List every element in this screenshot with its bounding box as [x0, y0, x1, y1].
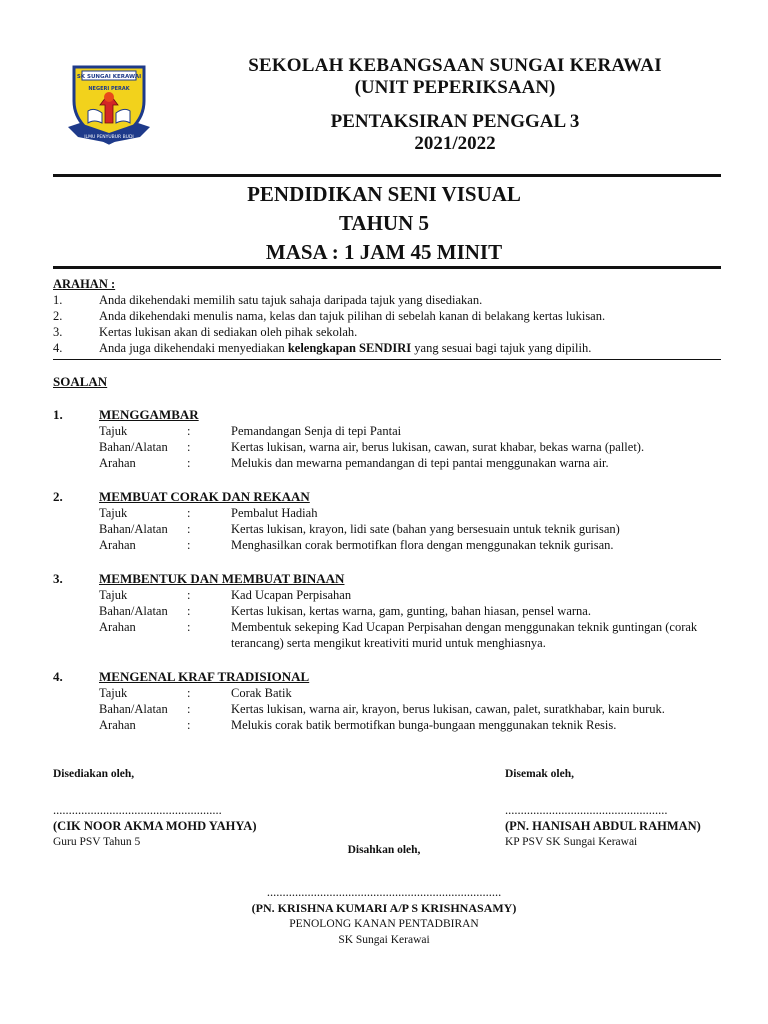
instruction-label: Arahan — [99, 718, 136, 732]
question-instruction-row — [53, 717, 721, 733]
topic-label: Tajuk — [99, 424, 128, 438]
question-topic-row — [53, 685, 721, 701]
crest-top-text: SK SUNGAI KERAWAI — [76, 74, 142, 80]
instruction-value: Melukis corak batik bermotifkan bunga-bungaan menggunakan teknik Resis. — [231, 718, 617, 732]
question-title: MEMBUAT CORAK DAN REKAAN — [99, 489, 310, 504]
crest-ribbon-text: ILMU PENYUBUR BUDI — [84, 135, 134, 140]
colon: : — [187, 686, 191, 700]
approved-by-signature-line: ........................................................................... — [266, 885, 502, 899]
instruction-label: Arahan — [99, 538, 136, 552]
topic-label: Tajuk — [99, 506, 128, 520]
question-number: 1. — [53, 407, 63, 422]
question-topic-row — [53, 423, 721, 439]
instruction-value: Membentuk sekeping Kad Ucapan Perpisahan dengan menggunakan teknik guntingan (corak terancang) serta mengikut kreativiti murid untuk menghiasnya. — [231, 620, 698, 650]
colon: : — [187, 604, 191, 618]
colon: : — [187, 522, 191, 536]
question-1 — [53, 406, 721, 471]
exam-year: 2021/2022 — [414, 133, 496, 154]
materials-value: Kertas lukisan, kertas warna, gam, gunting, bahan hiasan, pensel warna. — [231, 604, 591, 618]
exam-duration: MASA : 1 JAM 45 MINIT — [265, 240, 503, 264]
questions-heading: SOALAN — [53, 374, 108, 389]
question-materials-row — [53, 439, 721, 455]
instruction-label: Arahan — [99, 456, 136, 470]
question-topic-row — [53, 587, 721, 603]
instruction-text-end: yang sesuai bagi tajuk yang dipilih. — [411, 341, 592, 355]
topic-value: Pemandangan Senja di tepi Pantai — [231, 424, 402, 438]
instructions-section — [53, 276, 721, 356]
prepared-by-name: (CIK NOOR AKMA MOHD YAHYA) — [53, 819, 257, 833]
question-title: MENGGAMBAR — [99, 407, 199, 422]
question-instruction-row — [53, 455, 721, 471]
instruction-number: 2. — [53, 309, 63, 323]
question-topic-row — [53, 505, 721, 521]
question-instruction-row — [53, 619, 721, 651]
instruction-number: 1. — [53, 293, 63, 307]
question-instruction-row — [53, 537, 721, 553]
school-title-block — [170, 55, 740, 155]
materials-value: Kertas lukisan, warna air, berus lukisan, cawan, surat khabar, bekas warna (pallet). — [231, 440, 645, 454]
instruction-number: 4. — [53, 341, 63, 355]
question-materials-row — [53, 701, 721, 717]
instruction-value: Menghasilkan corak bermotifkan flora dengan menggunakan teknik gurisan. — [231, 538, 614, 552]
colon: : — [187, 702, 191, 716]
header-divider — [53, 174, 721, 177]
question-4 — [53, 668, 721, 733]
colon: : — [187, 506, 191, 520]
prepared-by-label: Disediakan oleh, — [53, 768, 135, 780]
checked-by-label: Disemak oleh, — [505, 768, 574, 780]
crest-middle-text: NEGERI PERAK — [88, 86, 130, 92]
question-number: 4. — [53, 669, 63, 684]
instruction-text-start: Anda juga dikehendaki menyediakan — [99, 341, 288, 355]
instructions-divider — [53, 359, 721, 360]
subject-name: PENDIDIKAN SENI VISUAL — [247, 182, 521, 206]
question-title: MEMBENTUK DAN MEMBUAT BINAAN — [99, 571, 345, 586]
document-header — [0, 55, 768, 165]
colon: : — [187, 718, 191, 732]
question-3 — [53, 570, 721, 651]
subject-divider — [53, 266, 721, 269]
instruction-text: Anda dikehendaki menulis nama, kelas dan tajuk pilihan di sebelah kanan di belakang kertas lukisan. — [99, 309, 606, 323]
materials-label: Bahan/Alatan — [99, 604, 168, 618]
materials-label: Bahan/Alatan — [99, 702, 168, 716]
school-name: SEKOLAH KEBANGSAAN SUNGAI KERAWAI — [248, 55, 662, 76]
instruction-text: Anda dikehendaki memilih satu tajuk sahaja daripada tajuk yang disediakan. — [99, 293, 483, 307]
question-materials-row — [53, 521, 721, 537]
topic-label: Tajuk — [99, 686, 128, 700]
question-2 — [53, 488, 721, 553]
approved-by-name: (PN. KRISHNA KUMARI A/P S KRISHNASAMY) — [251, 901, 517, 915]
approved-by-label: Disahkan oleh, — [347, 844, 421, 856]
topic-label: Tajuk — [99, 588, 128, 602]
prepared-by-role: Guru PSV Tahun 5 — [53, 836, 141, 848]
topic-value: Corak Batik — [231, 686, 292, 700]
colon: : — [187, 456, 191, 470]
instruction-text — [99, 340, 721, 356]
school-unit: (UNIT PEPERIKSAAN) — [354, 77, 556, 98]
school-crest-icon — [66, 61, 152, 147]
approved-by-org: SK Sungai Kerawai — [338, 934, 430, 946]
instruction-item — [53, 308, 721, 324]
topic-value: Pembalut Hadiah — [231, 506, 318, 520]
instruction-number: 3. — [53, 325, 63, 339]
materials-label: Bahan/Alatan — [99, 522, 168, 536]
checked-by-signature-line: .................................................... — [505, 803, 668, 817]
checked-by-block — [505, 766, 735, 850]
colon: : — [187, 620, 191, 634]
instruction-item — [53, 340, 721, 356]
checked-by-role: KP PSV SK Sungai Kerawai — [505, 836, 638, 848]
topic-value: Kad Ucapan Perpisahan — [231, 588, 352, 602]
question-header — [53, 406, 721, 423]
subject-block — [0, 180, 768, 267]
materials-value: Kertas lukisan, krayon, lidi sate (bahan yang bersesuain untuk teknik gurisan) — [231, 522, 620, 536]
instruction-item — [53, 324, 721, 340]
checked-by-name: (PN. HANISAH ABDUL RAHMAN) — [505, 819, 701, 833]
instruction-text: Kertas lukisan akan di sediakan oleh pihak sekolah. — [99, 325, 358, 339]
instruction-value: Melukis dan mewarna pemandangan di tepi pantai menggunakan warna air. — [231, 456, 609, 470]
question-number: 3. — [53, 571, 63, 586]
colon: : — [187, 588, 191, 602]
instruction-item — [53, 292, 721, 308]
colon: : — [187, 440, 191, 454]
materials-label: Bahan/Alatan — [99, 440, 168, 454]
instruction-label: Arahan — [99, 620, 136, 634]
prepared-by-block — [53, 766, 313, 850]
approved-by-role: PENOLONG KANAN PENTADBIRAN — [289, 918, 479, 930]
question-header — [53, 570, 721, 587]
colon: : — [187, 538, 191, 552]
prepared-by-signature-line: ...................................................... — [53, 803, 222, 817]
instructions-heading: ARAHAN : — [53, 277, 116, 291]
materials-value: Kertas lukisan, warna air, krayon, berus lukisan, cawan, palet, suratkhabar, kain buruk. — [231, 702, 665, 716]
question-title: MENGENAL KRAF TRADISIONAL — [99, 669, 310, 684]
colon: : — [187, 424, 191, 438]
approved-by-block — [184, 884, 584, 948]
question-number: 2. — [53, 489, 63, 504]
question-header — [53, 668, 721, 685]
exam-name: PENTAKSIRAN PENGGAL 3 — [330, 111, 580, 132]
subject-year: TAHUN 5 — [338, 211, 430, 235]
question-materials-row — [53, 603, 721, 619]
instruction-emphasis: kelengkapan SENDIRI — [287, 341, 412, 355]
question-header — [53, 488, 721, 505]
